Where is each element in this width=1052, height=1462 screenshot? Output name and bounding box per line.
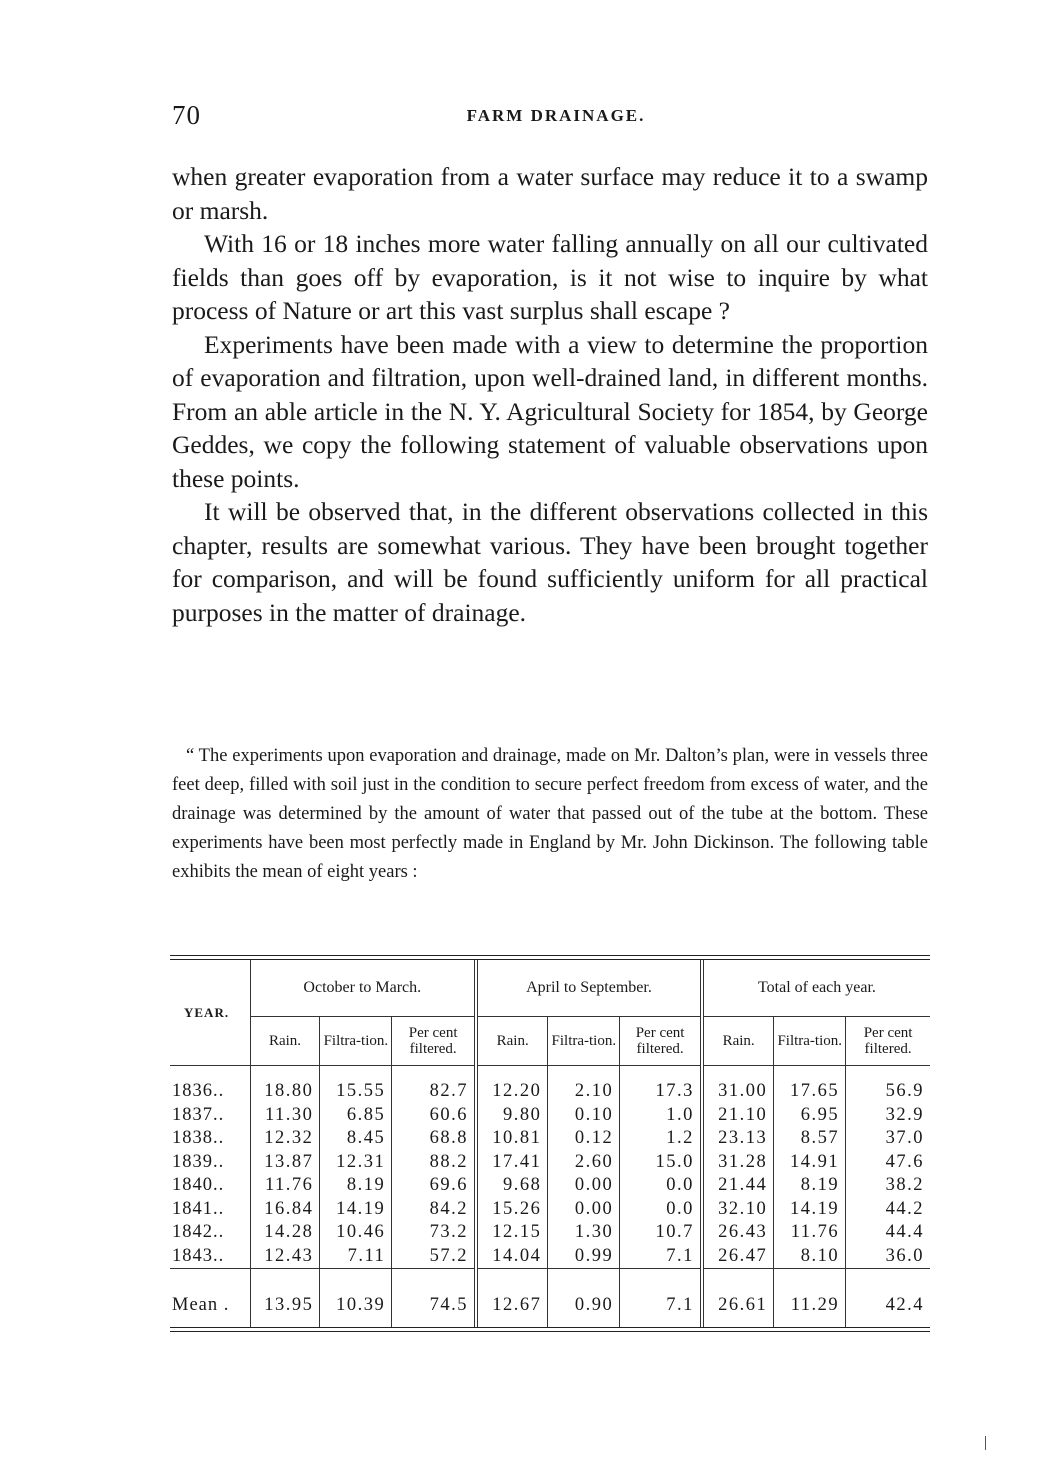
table-cell: 6.95 (774, 1104, 846, 1128)
table-row (170, 1221, 930, 1245)
table-cell: 10.46 (320, 1221, 392, 1245)
table-row (170, 1198, 930, 1222)
table-cell: 9.80 (476, 1104, 548, 1128)
table-cell: 0.99 (548, 1245, 620, 1269)
mean-cell: 0.90 (548, 1269, 620, 1328)
table-cell: 57.2 (392, 1245, 476, 1269)
year-cell: 1837.. (172, 1104, 225, 1125)
year-cell: 1836.. (172, 1081, 225, 1102)
year-cell: 1839.. (172, 1151, 225, 1172)
mean-cell: 10.39 (320, 1269, 392, 1328)
table-cell: 10.81 (476, 1127, 548, 1151)
table-cell: 31.28 (702, 1151, 774, 1175)
table-cell: 0.00 (548, 1198, 620, 1222)
table-cell: 12.32 (250, 1127, 320, 1151)
table-cell: 8.19 (774, 1174, 846, 1198)
table-cell: 44.2 (846, 1198, 930, 1222)
table-row (170, 1066, 930, 1104)
mean-row (170, 1269, 930, 1328)
mean-cell: 13.95 (250, 1269, 320, 1328)
group-header-oct-mar: October to March. (250, 960, 476, 1017)
table-cell: 84.2 (392, 1198, 476, 1222)
table-cell: 15.55 (320, 1066, 392, 1104)
paragraph-surplus: With 16 or 18 inches more water falling annually on all our cultivated fields than goes off by evaporation, is it not wise to inquire by what process of Nature or art this vast surplus shall escape ? (172, 229, 928, 325)
mean-cell: 11.29 (774, 1269, 846, 1328)
table-cell: 8.57 (774, 1127, 846, 1151)
table-cell: 47.6 (846, 1151, 930, 1175)
table-cell: 44.4 (846, 1221, 930, 1245)
table-cell: 0.12 (548, 1127, 620, 1151)
table-cell: 15.26 (476, 1198, 548, 1222)
paragraph-experiments: Experiments have been made with a view to determine the proportion of evaporation and filtration, upon well-drained land, in different months. From an able article in the N. Y. Agricultural Society for 1854, by George Geddes, we copy the following statement of valuable observations upon these points. (172, 329, 928, 493)
table-cell: 0.0 (620, 1198, 702, 1222)
table-cell: 1.30 (548, 1221, 620, 1245)
table-cell: 60.6 (392, 1104, 476, 1128)
table-row (170, 1174, 930, 1198)
col-header-percent: Per cent filtered. (846, 1017, 930, 1066)
year-cell: 1842.. (172, 1222, 225, 1243)
table-cell: 0.0 (620, 1174, 702, 1198)
table-cell: 14.04 (476, 1245, 548, 1269)
table-cell: 10.7 (620, 1221, 702, 1245)
col-header-filtration: Filtra-tion. (548, 1017, 620, 1066)
table-cell: 11.76 (250, 1174, 320, 1198)
running-head: FARM DRAINAGE. (466, 106, 646, 125)
page-number: 70 (172, 100, 201, 130)
table-cell: 7.1 (620, 1245, 702, 1269)
table-cell: 14.19 (320, 1198, 392, 1222)
table-cell: 26.47 (702, 1245, 774, 1269)
quote-text: “ The experiments upon evaporation and drainage, made on Mr. Dalton’s plan, were in vessels three feet deep, filled with soil just in the condition to secure perfect freedom from excess of water, and the drainage was determined by the amount of water that passed out of the tube at the bottom. These experiments have been most perfectly made in England by Mr. John Dickinson. The following table exhibits the mean of eight years : (172, 746, 928, 882)
table-row (170, 1127, 930, 1151)
table-cell: 69.6 (392, 1174, 476, 1198)
data-table-wrapper (170, 955, 930, 1332)
table-cell: 8.45 (320, 1127, 392, 1151)
table-cell: 18.80 (250, 1066, 320, 1104)
year-cell: 1841.. (172, 1198, 225, 1219)
col-header-filtration: Filtra-tion. (320, 1017, 392, 1066)
table-cell: 32.10 (702, 1198, 774, 1222)
table-cell: 1.0 (620, 1104, 702, 1128)
paragraph-continuation: when greater evaporation from a water surface may reduce it to a swamp or marsh. (172, 162, 928, 225)
table-cell: 9.68 (476, 1174, 548, 1198)
table-cell: 23.13 (702, 1127, 774, 1151)
table-cell: 12.31 (320, 1151, 392, 1175)
body-text (172, 160, 928, 629)
col-header-percent: Per cent filtered. (620, 1017, 702, 1066)
col-header-percent: Per cent filtered. (392, 1017, 476, 1066)
paragraph-observations: It will be observed that, in the different observations collected in this chapter, results are somewhat various. They have been brought together for comparison, and will be found sufficiently uniform for all practical purposes in the matter of drainage. (172, 497, 928, 627)
table-row (170, 1151, 930, 1175)
table-cell: 73.2 (392, 1221, 476, 1245)
table-cell: 8.19 (320, 1174, 392, 1198)
table-cell: 1.2 (620, 1127, 702, 1151)
group-header-total: Total of each year. (702, 960, 930, 1017)
margin-mark (985, 1436, 986, 1450)
table-cell: 7.11 (320, 1245, 392, 1269)
table-cell: 17.41 (476, 1151, 548, 1175)
year-header: YEAR. (170, 960, 250, 1066)
table-cell: 12.20 (476, 1066, 548, 1104)
table-cell: 2.60 (548, 1151, 620, 1175)
table-cell: 38.2 (846, 1174, 930, 1198)
table-cell: 14.28 (250, 1221, 320, 1245)
table-cell: 17.3 (620, 1066, 702, 1104)
table-cell: 16.84 (250, 1198, 320, 1222)
year-cell: 1840.. (172, 1175, 225, 1196)
table-cell: 12.43 (250, 1245, 320, 1269)
col-header-rain: Rain. (702, 1017, 774, 1066)
block-quote (172, 742, 928, 887)
table-cell: 31.00 (702, 1066, 774, 1104)
drainage-table (170, 960, 930, 1327)
col-header-filtration: Filtra-tion. (774, 1017, 846, 1066)
table-cell: 26.43 (702, 1221, 774, 1245)
year-cell: 1843.. (172, 1245, 225, 1266)
table-cell: 32.9 (846, 1104, 930, 1128)
group-header-apr-sep: April to September. (476, 960, 702, 1017)
table-row (170, 1245, 930, 1269)
mean-label: Mean . (170, 1269, 250, 1328)
table-cell: 17.65 (774, 1066, 846, 1104)
table-cell: 15.0 (620, 1151, 702, 1175)
table-cell: 21.10 (702, 1104, 774, 1128)
table-cell: 88.2 (392, 1151, 476, 1175)
mean-cell: 42.4 (846, 1269, 930, 1328)
mean-cell: 74.5 (392, 1269, 476, 1328)
table-cell: 21.44 (702, 1174, 774, 1198)
table-cell: 0.10 (548, 1104, 620, 1128)
table-cell: 13.87 (250, 1151, 320, 1175)
mean-cell: 7.1 (620, 1269, 702, 1328)
table-cell: 37.0 (846, 1127, 930, 1151)
table-cell: 36.0 (846, 1245, 930, 1269)
table-bottom-rule (170, 1327, 930, 1332)
mean-cell: 12.67 (476, 1269, 548, 1328)
year-cell: 1838.. (172, 1128, 225, 1149)
table-cell: 6.85 (320, 1104, 392, 1128)
table-cell: 0.00 (548, 1174, 620, 1198)
col-header-rain: Rain. (476, 1017, 548, 1066)
table-cell: 8.10 (774, 1245, 846, 1269)
table-row (170, 1104, 930, 1128)
table-cell: 11.76 (774, 1221, 846, 1245)
table-cell: 82.7 (392, 1066, 476, 1104)
table-cell: 56.9 (846, 1066, 930, 1104)
mean-cell: 26.61 (702, 1269, 774, 1328)
table-cell: 68.8 (392, 1127, 476, 1151)
table-cell: 2.10 (548, 1066, 620, 1104)
col-header-rain: Rain. (250, 1017, 320, 1066)
table-cell: 14.19 (774, 1198, 846, 1222)
table-cell: 14.91 (774, 1151, 846, 1175)
table-cell: 11.30 (250, 1104, 320, 1128)
table-cell: 12.15 (476, 1221, 548, 1245)
